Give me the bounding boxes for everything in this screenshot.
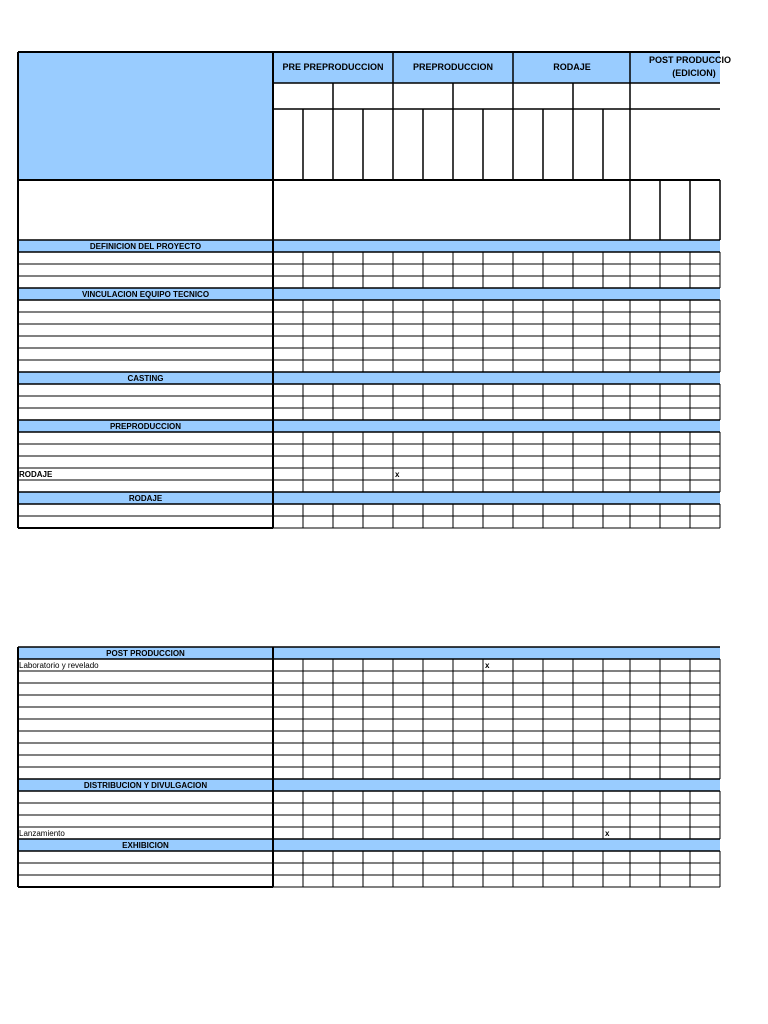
bottom-row-label: Lanzamiento [19,829,65,838]
top-section-title: PREPRODUCCION [109,422,182,431]
bottom-section-title: EXHIBICION [122,841,169,850]
phase-label: RODAJE [553,62,591,72]
bottom-row-label: Laboratorio y revelado [19,661,99,670]
top-section-title: CASTING [127,374,164,383]
bottom-section-title: DISTRIBUCION Y DIVULGACION [83,781,208,790]
top-section-title: RODAJE [128,494,163,503]
bottom-section-title: POST PRODUCCION [106,649,185,658]
top-table [18,240,720,528]
top-section-band [18,492,720,504]
phase-label: PREPRODUCCION [412,62,494,72]
header-block [18,52,731,240]
bottom-table [18,647,720,887]
top-section-title: VINCULACION EQUIPO TECNICO [81,290,210,299]
top-row-label: RODAJE [19,470,53,479]
top-row-mark: x [395,470,400,479]
bottom-row-mark: x [485,661,490,670]
top-section-title: DEFINICION DEL PROYECTO [89,242,202,251]
bottom-row-mark: x [605,829,610,838]
header-corner-cell [18,52,273,180]
top-section-band [18,372,720,384]
phase-label: POST PRODUCCIO [648,55,732,65]
phase-sublabel: (EDICION) [672,68,716,78]
phase-label: PRE PREPRODUCCION [282,62,384,72]
